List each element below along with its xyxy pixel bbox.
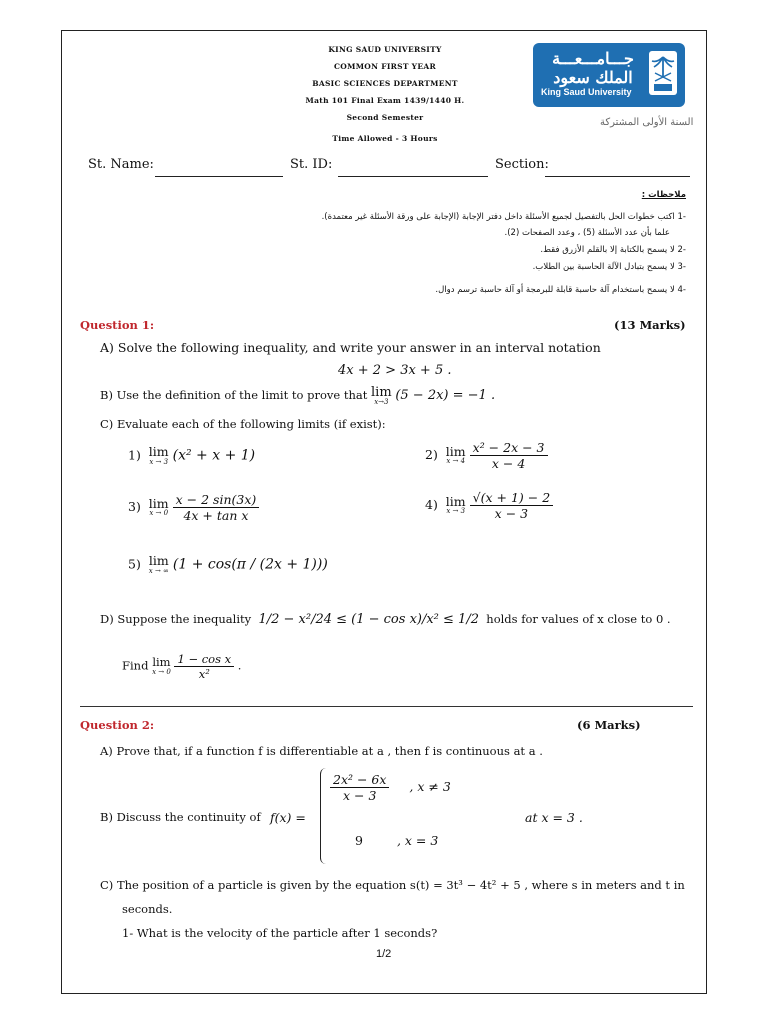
- limit-3-den: 4x + tan x: [183, 508, 249, 523]
- q1-d-find: Find lim x → 0 $\frac{\text{1 − cos x}}{\text{x²}}$ .: [122, 652, 242, 681]
- limit-4-num: √(x + 1) − 2: [470, 490, 554, 506]
- section-label: Section:: [495, 157, 549, 172]
- limit-3-sub: x → 0: [149, 509, 169, 518]
- q2-b-case1-den: x − 3: [343, 788, 377, 803]
- limit-3-num: x − 2 sin(3x): [173, 492, 260, 508]
- q1-a-text: Solve the following inequality, and write your answer in an interval notation: [117, 340, 601, 355]
- limit-5-sub: x → ∞: [148, 566, 169, 575]
- note-2: -2 لا يسمح بالكتابة إلا بالقلم الأزرق فقط.: [540, 245, 686, 255]
- q2-b-case2-val: 9: [355, 833, 363, 848]
- q2-b-at: at x = 3 .: [525, 810, 583, 825]
- q1-d-text: D) Suppose the inequality: [100, 612, 252, 626]
- section-divider: [80, 706, 693, 707]
- q1-c-text: C) Evaluate each of the following limits (if exist):: [100, 417, 386, 431]
- student-id-line[interactable]: [338, 176, 488, 177]
- q2-b-case2: [355, 833, 438, 848]
- q2-b-case1: [330, 772, 451, 803]
- limit-3-number: 3): [128, 499, 141, 514]
- q1-d-find-label: Find: [122, 658, 149, 673]
- q1-d-tail: holds for values of x close to 0 .: [486, 612, 671, 626]
- student-id-label: St. ID:: [290, 157, 333, 172]
- q1-d-ineq: 1/2 − x²/24 ≤ (1 − cos x)/x² ≤ 1/2: [258, 612, 479, 627]
- q1-d-den: x²: [198, 667, 210, 681]
- limit-2: 2) lim x → 4 $\frac{\text{x² − 2x − 3}}{x - 4}$: [425, 440, 548, 471]
- q2-b-fx: f(x) =: [270, 810, 306, 825]
- q2-a-text: A) Prove that, if a function f is differentiable at a , then f is continuous at a .: [100, 744, 543, 758]
- q1-part-b: [100, 386, 495, 406]
- limit-2-num: x² − 2x − 3: [470, 440, 548, 456]
- q1-d-num: 1 − cos x: [174, 652, 234, 667]
- student-name-label: St. Name:: [88, 157, 154, 172]
- header-semester: Second Semester: [346, 113, 424, 122]
- notes-title: ملاحظات :: [641, 190, 686, 200]
- question-2-marks: (6 Marks): [577, 718, 641, 732]
- note-3: -3 لا يسمح بتبادل الآلة الحاسبة بين الطلاب.: [532, 262, 686, 272]
- limit-4-sub: x → 3: [446, 507, 466, 516]
- subtitle-arabic: السنة الأولى المشتركة: [600, 117, 694, 128]
- q2-b-case1-num: 2x² − 6x: [330, 772, 389, 788]
- limit-4-number: 4): [425, 497, 438, 512]
- q1-part-a: [100, 340, 601, 355]
- q1-b-lim-sub: x→3: [374, 398, 389, 406]
- limit-5-expr: (1 + cos(π / (2x + 1))): [172, 556, 328, 573]
- q1-b-text: B) Use the definition of the limit to prove that: [100, 388, 368, 402]
- q2-c-text2: seconds.: [122, 902, 173, 916]
- header-university: KING SAUD UNIVERSITY: [328, 45, 442, 54]
- note-4: -4 لا يسمح باستخدام آلة حاسبة قابلة للبرمجة أو آلة حاسبة ترسم دوال.: [435, 285, 686, 295]
- limit-5: 5) lim x → ∞ (1 + cos(π / (2x + 1))): [128, 553, 328, 575]
- q1-d-sub: x → 0: [152, 667, 171, 676]
- header-year: COMMON FIRST YEAR: [333, 62, 436, 71]
- header-exam: Math 101 Final Exam 1439/1440 H.: [305, 96, 465, 105]
- limit-4-den: x − 3: [494, 506, 529, 521]
- header-time: Time Allowed - 3 Hours: [332, 134, 438, 143]
- limit-1-sub: x → 3: [149, 457, 169, 466]
- palm-icon: [649, 51, 677, 95]
- q1-b-lim: lim: [371, 385, 392, 400]
- limit-5-number: 5): [128, 556, 141, 572]
- note-1: -1 اكتب خطوات الحل بالتفصيل لجميع الأسئلة داخل دفتر الإجابة (الإجابة على ورقة الأسئلة غير معتمدة).: [321, 212, 686, 222]
- limit-4: 4) lim x → 3 $\frac{√(x + 1) - 2}{x - 3}$: [425, 490, 553, 521]
- q1-a-label: A): [100, 340, 114, 355]
- limit-2-number: 2): [425, 447, 438, 462]
- question-1-marks: (13 Marks): [614, 318, 686, 332]
- limit-3: 3) lim x → 0 $\frac{x - 2 \sin(3x)}{\text{4x + tan x}}$: [128, 492, 259, 523]
- limit-2-den: x − 4: [491, 456, 526, 471]
- note-1-cont: علما بأن عدد الأسئلة (5) ، وعدد الصفحات (2).: [504, 228, 670, 238]
- limit-2-sub: x → 4: [446, 457, 466, 466]
- q2-b-case2-cond: , x = 3: [396, 833, 439, 848]
- q2-b-label: B) Discuss the continuity of: [100, 810, 261, 824]
- q2-c-question-1: 1- What is the velocity of the particle after 1 seconds?: [122, 926, 438, 940]
- logo-arabic-text: جـــامـــعـــة الملك سعود: [552, 49, 634, 87]
- page-number: 1/2: [376, 948, 392, 960]
- header-department: BASIC SCIENCES DEPARTMENT: [312, 79, 458, 88]
- limit-1-number: 1): [128, 447, 141, 463]
- q1-a-inequality: 4x + 2 > 3x + 5 .: [338, 363, 452, 378]
- q1-part-d: [100, 612, 671, 627]
- q2-b-case1-cond: , x ≠ 3: [409, 779, 451, 794]
- question-2-title: Question 2:: [80, 718, 155, 732]
- logo-english-text: King Saud University: [541, 87, 632, 97]
- question-1-title: Question 1:: [80, 318, 155, 332]
- student-name-line[interactable]: [155, 176, 283, 177]
- limit-1-expr: (x² + x + 1): [172, 447, 256, 464]
- q2-c-text: C) The position of a particle is given by the equation s(t) = 3t³ − 4t² + 5 , where s in meters and t in: [100, 878, 685, 892]
- limit-1: 1) lim x → 3 (x² + x + 1): [128, 444, 256, 466]
- section-line[interactable]: [545, 176, 690, 177]
- q1-b-expr: (5 − 2x) = −1 .: [395, 388, 496, 403]
- piecewise-brace: [320, 768, 329, 864]
- university-logo: [533, 43, 685, 107]
